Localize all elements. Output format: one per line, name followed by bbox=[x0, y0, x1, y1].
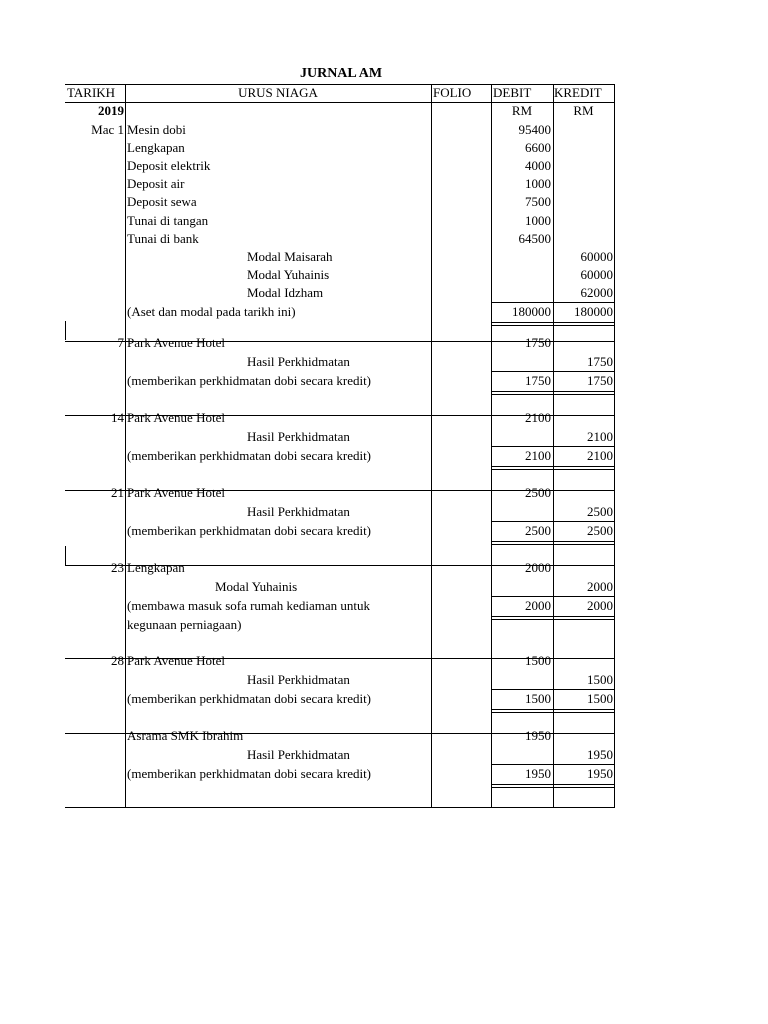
credit-amount: 1750 bbox=[587, 354, 613, 369]
column-divider bbox=[431, 84, 432, 808]
entry-description: Asrama SMK Ibrahim bbox=[127, 728, 244, 743]
entry-description: kegunaan perniagaan) bbox=[127, 617, 242, 632]
entry-description: Lengkapan bbox=[127, 560, 185, 575]
entry-date: 21 bbox=[111, 485, 124, 500]
debit-amount: 1000 bbox=[525, 176, 551, 191]
entry-description: Park Avenue Hotel bbox=[127, 335, 225, 350]
entry-description: Modal Yuhainis bbox=[247, 267, 330, 282]
total-double-rule bbox=[491, 787, 614, 788]
entry-description: Tunai di bank bbox=[127, 231, 199, 246]
left-tick-mark bbox=[65, 321, 66, 340]
entry-description: (memberikan perkhidmatan dobi secara kredit) bbox=[127, 523, 372, 538]
entry-description: Modal Yuhainis bbox=[215, 579, 298, 594]
total-double-rule bbox=[491, 544, 614, 545]
credit-amount: 2500 bbox=[587, 504, 613, 519]
total-double-rule bbox=[491, 466, 614, 467]
header-date: TARIKH bbox=[67, 85, 116, 100]
entry-separator bbox=[65, 415, 614, 416]
entry-description: Hasil Perkhidmatan bbox=[247, 429, 350, 444]
entry-date: 23 bbox=[111, 560, 124, 575]
entry-separator bbox=[65, 733, 614, 734]
entry-description: Park Avenue Hotel bbox=[127, 653, 225, 668]
entry-description: Deposit sewa bbox=[127, 194, 197, 209]
debit-amount: 1950 bbox=[525, 728, 551, 743]
debit-amount: 2100 bbox=[525, 410, 551, 425]
credit-amount: 60000 bbox=[580, 267, 613, 282]
entry-separator bbox=[65, 658, 614, 659]
total-rule bbox=[491, 446, 614, 447]
debit-amount: 7500 bbox=[525, 194, 551, 209]
debit-currency: RM bbox=[511, 103, 533, 118]
entry-description: (memberikan perkhidmatan dobi secara kredit) bbox=[127, 373, 372, 388]
total-rule bbox=[491, 764, 614, 765]
credit-amount: 2000 bbox=[587, 579, 613, 594]
total-rule bbox=[491, 521, 614, 522]
entry-description: (membawa masuk sofa rumah kediaman untuk bbox=[127, 598, 370, 613]
debit-amount: 95400 bbox=[518, 122, 551, 137]
header-folio: FOLIO bbox=[433, 85, 472, 100]
credit-amount: 1500 bbox=[587, 691, 613, 706]
debit-amount: 6600 bbox=[525, 140, 551, 155]
left-tick-mark bbox=[65, 546, 66, 565]
entry-description: Park Avenue Hotel bbox=[127, 410, 225, 425]
total-double-rule bbox=[491, 394, 614, 395]
credit-amount: 60000 bbox=[580, 249, 613, 264]
entry-description: Deposit air bbox=[127, 176, 185, 191]
entry-description: Tunai di tangan bbox=[127, 213, 209, 228]
total-double-rule bbox=[491, 619, 614, 620]
credit-currency: RM bbox=[573, 103, 594, 118]
entry-description: Hasil Perkhidmatan bbox=[247, 672, 350, 687]
entry-date: 14 bbox=[111, 410, 124, 425]
credit-amount: 180000 bbox=[574, 304, 613, 319]
total-double-rule bbox=[491, 712, 614, 713]
header-description: URUS NIAGA bbox=[238, 85, 318, 100]
total-double-rule bbox=[491, 709, 614, 710]
entry-separator bbox=[65, 490, 614, 491]
entry-date: 7 bbox=[117, 335, 124, 350]
column-divider bbox=[614, 84, 615, 808]
entry-description: Lengkapan bbox=[127, 140, 185, 155]
debit-amount: 1500 bbox=[525, 691, 551, 706]
entry-description: (Aset dan modal pada tarikh ini) bbox=[127, 304, 296, 319]
debit-amount: 1750 bbox=[525, 335, 551, 350]
credit-amount: 1950 bbox=[587, 766, 613, 781]
debit-amount: 2000 bbox=[525, 560, 551, 575]
total-double-rule bbox=[491, 616, 614, 617]
entry-description: Mesin dobi bbox=[127, 122, 186, 137]
total-double-rule bbox=[491, 469, 614, 470]
header-debit: DEBIT bbox=[493, 85, 532, 100]
credit-amount: 2000 bbox=[587, 598, 613, 613]
year-label: 2019 bbox=[98, 103, 124, 118]
column-divider bbox=[125, 84, 126, 808]
debit-amount: 64500 bbox=[518, 231, 551, 246]
credit-amount: 2100 bbox=[587, 448, 613, 463]
entry-description: (memberikan perkhidmatan dobi secara kredit) bbox=[127, 766, 372, 781]
entry-description: (memberikan perkhidmatan dobi secara kredit) bbox=[127, 448, 372, 463]
entry-description: Park Avenue Hotel bbox=[127, 485, 225, 500]
entry-date: 28 bbox=[111, 653, 124, 668]
debit-amount: 1500 bbox=[525, 653, 551, 668]
total-double-rule bbox=[491, 325, 614, 326]
credit-amount: 1950 bbox=[587, 747, 613, 762]
entry-date: Mac 1 bbox=[91, 122, 124, 137]
total-rule bbox=[491, 371, 614, 372]
total-rule bbox=[491, 689, 614, 690]
header-credit: KREDIT bbox=[554, 85, 602, 100]
credit-amount: 62000 bbox=[580, 285, 613, 300]
entry-description: Modal Idzham bbox=[247, 285, 324, 300]
credit-amount: 1500 bbox=[587, 672, 613, 687]
credit-amount: 2100 bbox=[587, 429, 613, 444]
entry-description: Modal Maisarah bbox=[247, 249, 333, 264]
debit-amount: 1000 bbox=[525, 213, 551, 228]
total-double-rule bbox=[491, 322, 614, 323]
debit-amount: 2500 bbox=[525, 523, 551, 538]
debit-amount: 2100 bbox=[525, 448, 551, 463]
entry-description: Hasil Perkhidmatan bbox=[247, 354, 350, 369]
debit-amount: 180000 bbox=[512, 304, 551, 319]
debit-amount: 1750 bbox=[525, 373, 551, 388]
debit-amount: 2500 bbox=[525, 485, 551, 500]
credit-amount: 1750 bbox=[587, 373, 613, 388]
journal-title: JURNAL AM bbox=[299, 66, 383, 81]
entry-description: Deposit elektrik bbox=[127, 158, 211, 173]
debit-amount: 1950 bbox=[525, 766, 551, 781]
entry-description: Hasil Perkhidmatan bbox=[247, 504, 350, 519]
journal-sheet bbox=[65, 84, 614, 808]
entry-separator bbox=[65, 565, 614, 566]
total-double-rule bbox=[491, 391, 614, 392]
table-bottom-border bbox=[65, 807, 614, 808]
debit-amount: 2000 bbox=[525, 598, 551, 613]
total-double-rule bbox=[491, 784, 614, 785]
debit-amount: 4000 bbox=[525, 158, 551, 173]
total-rule bbox=[491, 302, 614, 303]
credit-amount: 2500 bbox=[587, 523, 613, 538]
entry-description: Hasil Perkhidmatan bbox=[247, 747, 350, 762]
entry-description: (memberikan perkhidmatan dobi secara kredit) bbox=[127, 691, 372, 706]
total-double-rule bbox=[491, 541, 614, 542]
total-rule bbox=[491, 596, 614, 597]
entry-separator bbox=[65, 341, 614, 342]
